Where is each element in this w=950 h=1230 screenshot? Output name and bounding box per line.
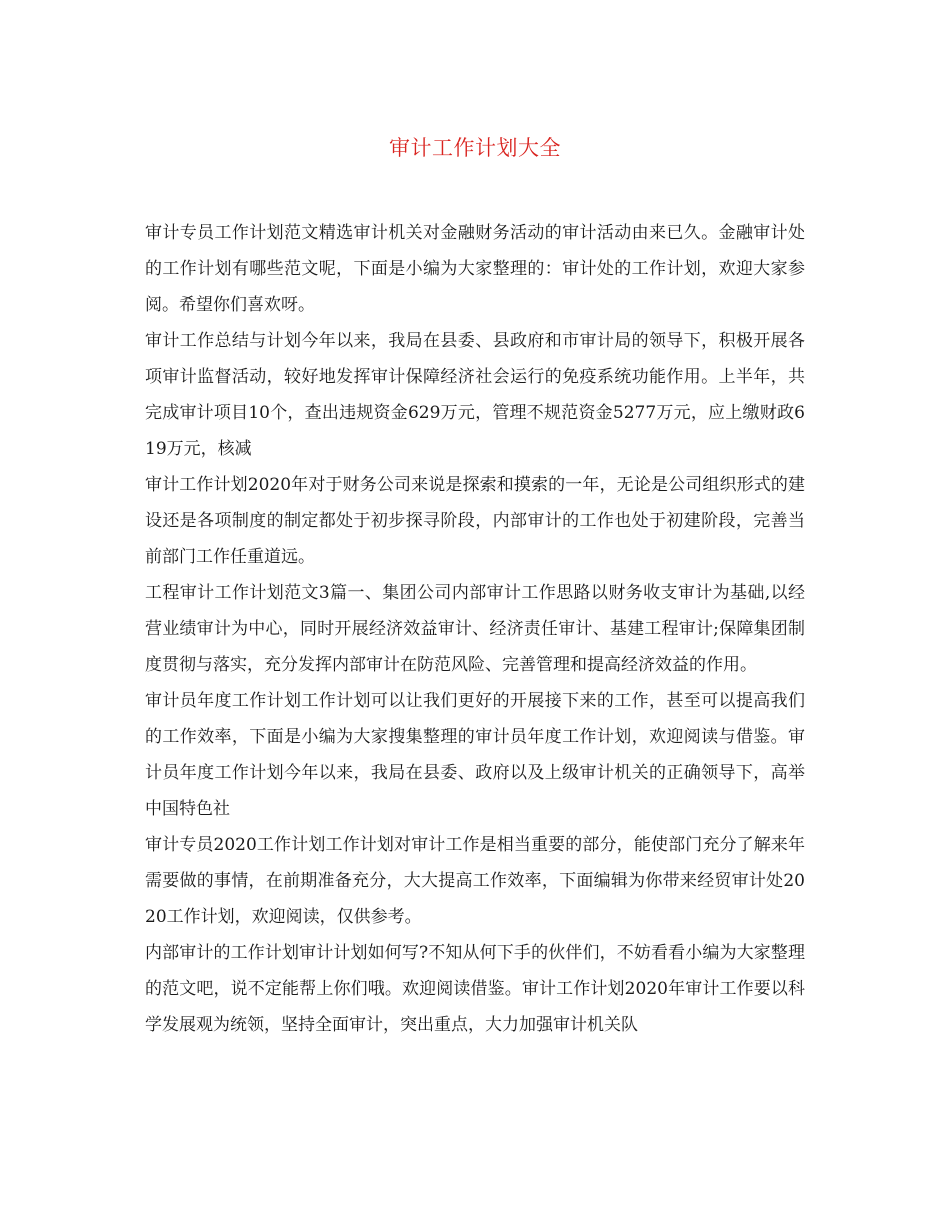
- document-body: [145, 215, 805, 1043]
- document-title: 审计工作计划大全: [389, 136, 561, 160]
- paragraph-5: 审计员年度工作计划工作计划可以让我们更好的开展接下来的工作，甚至可以提高我们的工作效率，下面是小编为大家搜集整理的审计员年度工作计划，欢迎阅读与借鉴。审计员年度工作计划今年以来，我局在县委、政府以及上级审计机关的正确领导下，高举中国特色社: [145, 691, 805, 819]
- paragraph-1: 审计专员工作计划范文精选审计机关对金融财务活动的审计活动由来已久。金融审计处的工作计划有哪些范文呢，下面是小编为大家整理的：审计处的工作计划，欢迎大家参阅。希望你们喜欢呀。: [145, 223, 805, 315]
- paragraph-4: 工程审计工作计划范文3篇一、集团公司内部审计工作思路以财务收支审计为基础,以经营业绩审计为中心，同时开展经济效益审计、经济责任审计、基建工程审计;保障集团制度贯彻与落实，充分发挥内部审计在防范风险、完善管理和提高经济效益的作用。: [145, 583, 805, 675]
- paragraph-6: 审计专员2020工作计划工作计划对审计工作是相当重要的部分，能使部门充分了解来年需要做的事情，在前期准备充分，大大提高工作效率，下面编辑为你带来经贸审计处2020工作计划，欢迎阅读，仅供参考。: [145, 835, 805, 927]
- paragraph-7: 内部审计的工作计划审计计划如何写?不知从何下手的伙伴们，不妨看看小编为大家整理的范文吧，说不定能帮上你们哦。欢迎阅读借鉴。审计工作计划2020年审计工作要以科学发展观为统领，坚持全面审计，突出重点，大力加强审计机关队: [145, 943, 805, 1035]
- paragraph-3: 审计工作计划2020年对于财务公司来说是探索和摸索的一年，无论是公司组织形式的建设还是各项制度的制定都处于初步探寻阶段，内部审计的工作也处于初建阶段，完善当前部门工作任重道远。: [145, 475, 805, 567]
- paragraph-2: 审计工作总结与计划今年以来，我局在县委、县政府和市审计局的领导下，积极开展各项审计监督活动，较好地发挥审计保障经济社会运行的免疫系统功能作用。上半年，共完成审计项目10个，查出违规资金629万元，管理不规范资金5277万元，应上缴财政619万元，核减: [145, 331, 805, 459]
